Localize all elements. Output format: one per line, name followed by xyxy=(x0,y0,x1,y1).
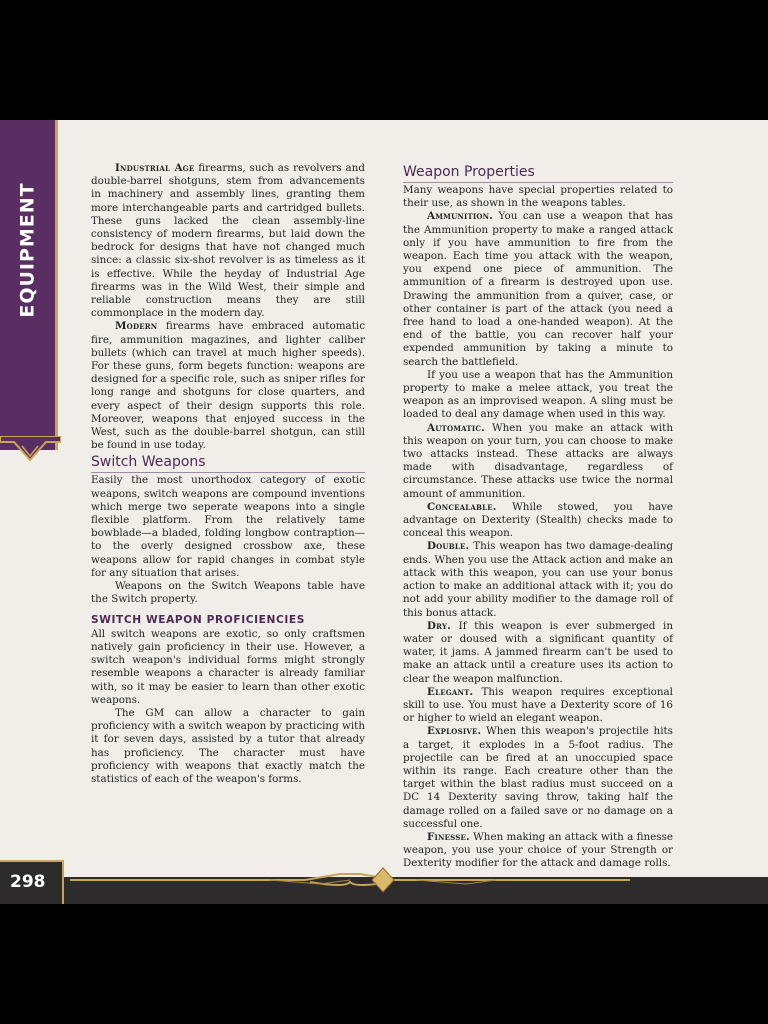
paragraph-text: You can use a weapon that has the Ammunition property to make a ranged attack only if you have ammunition to fire from the weapon. Each time you attack with the weapon, you expend one piece of ammunition. The ammunition of a firearm is destroyed upon use. Drawing the ammunition from a quiver, case, or other container is part of the attack (you need a free hand to load a one-handed weapon). At the end of the battle, you can recover half your expended ammunition by taking a minute to search the battlefield. xyxy=(403,210,673,368)
tab-ornament-icon xyxy=(0,436,61,464)
paragraph-text: While stowed, you have advantage on Dexterity (Stealth) checks made to conceal this weapon. xyxy=(403,500,673,540)
paragraph-gm-proficiency: The GM can allow a character to gain proficiency with a switch weapon by practicing with it for seven days, assisted by a tutor that already has proficiency. The character must have proficiency with weapons that exactly match the statistics of each of the weapon's forms. xyxy=(91,706,365,785)
term-explosive: Explosive. xyxy=(427,725,482,738)
property-elegant xyxy=(403,686,673,726)
paragraph-text: This weapon requires exceptional skill to use. You must have a Dexterity score of 16 or higher to wield an elegant weapon. xyxy=(403,685,673,725)
heading-switch-proficiencies: SWITCH WEAPON PROFICIENCIES xyxy=(91,613,305,626)
paragraph-properties-intro: Many weapons have special properties related to their use, as shown in the weapons tables. xyxy=(403,184,673,210)
paragraph-text: If this weapon is ever submerged in water or doused with a significant quantity of water, it jams. A jammed firearm can't be used to make an attack until a creature uses its action to clear the weapon malfunction. xyxy=(403,619,673,685)
term-automatic: Automatic. xyxy=(427,421,485,434)
paragraph-text: firearms have embraced automatic fire, ammunition magazines, and lighter caliber bullets (which can travel at much higher speeds). For these guns, form begets function: weapons are designed for a specific role, such as sniper rifles for long range and shotguns for close quarters, and every aspect of their design supports this role. Moreover, weapons that enjoyed success in the West, such as the double-barrel shotgun, can still be found in use today. xyxy=(91,320,365,452)
paragraph-text: When you make an attack with this weapon on your turn, you can choose to make two attacks instead. These attacks are always made with disadvantage, regardless of circumstance. These attacks use twice the normal amount of ammunition. xyxy=(403,421,673,500)
chapter-tab-label: EQUIPMENT xyxy=(17,182,39,318)
paragraph-switch-property: Weapons on the Switch Weapons table have the Switch property. xyxy=(91,580,365,606)
property-automatic xyxy=(403,422,673,501)
property-double xyxy=(403,540,673,619)
term-elegant: Elegant. xyxy=(427,685,474,698)
paragraph-text: When this weapon's projectile hits a target, it explodes in a 5-foot radius. The projectile can be fired at an unoccupied space within its range. Each creature other than the target within the blast radius must succeed on a DC 14 Dexterity saving throw, taking half the damage rolled on a failed save or no damage on a successful one. xyxy=(403,725,673,830)
chapter-tab-label-wrap xyxy=(5,160,51,340)
left-column xyxy=(91,162,365,786)
paragraph-switch-intro: Easily the most unorthodox category of exotic weapons, switch weapons are compound inventions which merge two seperate weapons into a single flexible platform. From the relatively tame bowblade—a bladed, folding longbow contraption—to the overly designed crossbow axe, these weapons allow for rapid changes in combat style for any situation that arises. xyxy=(91,474,365,579)
term-concealable: Concealable. xyxy=(427,500,497,513)
property-explosive xyxy=(403,725,673,831)
property-concealable xyxy=(403,501,673,541)
page-number-box xyxy=(0,860,64,904)
heading-switch-weapons: Switch Weapons xyxy=(91,454,365,473)
heading-weapon-properties: Weapon Properties xyxy=(403,164,673,183)
chapter-tab xyxy=(0,120,58,450)
paragraph-proficiency: All switch weapons are exotic, so only craftsmen natively gain proficiency in their use. However, a switch weapon's individual forms might strongly resemble weapons a character is already familiar with, so it may be easier to learn than other exotic weapons. xyxy=(91,627,365,706)
paragraph-text: When making an attack with a finesse weapon, you use your choice of your Strength or Dexterity modifier for the attack and damage rolls. xyxy=(403,830,673,870)
term-finesse: Finesse. xyxy=(427,830,470,843)
term-dry: Dry. xyxy=(427,619,451,632)
book-page xyxy=(0,120,768,904)
paragraph-industrial-age xyxy=(91,162,365,320)
property-ammunition-melee: If you use a weapon that has the Ammunition property to make a melee attack, you treat the weapon as an improvised weapon. A sling must be loaded to deal any damage when used in this way. xyxy=(403,368,673,421)
term-modern: Modern xyxy=(115,320,158,333)
term-ammunition: Ammunition. xyxy=(427,210,494,223)
page-number: 298 xyxy=(10,872,46,892)
term-double: Double. xyxy=(427,540,470,553)
term-industrial-age: Industrial Age xyxy=(115,162,195,174)
right-column xyxy=(403,162,673,871)
paragraph-text: This weapon has two damage-dealing ends. When you use the Attack action and make an attack with this weapon, you can use your bonus action to make an additional attack with it; you do not add your ability modifier to the damage roll of this bonus attack. xyxy=(403,540,673,619)
paragraph-modern xyxy=(91,320,365,452)
footer-ornament-icon xyxy=(70,862,630,902)
property-ammunition xyxy=(403,210,673,368)
paragraph-text: firearms, such as revolvers and double-barrel shotguns, stem from advancements in machinery and assembly lines, granting them more interchangeable parts and cartridged bullets. These guns lacked the clean assembly-line consistency of modern firearms, but laid down the bedrock for designs that have not changed much since: a classic six-shot revolver is as timeless as it is effective. While the heyday of Industrial Age firearms was in the Wild West, their simple and reliable construction means they are still commonplace in the modern day. xyxy=(91,162,365,320)
property-dry xyxy=(403,620,673,686)
